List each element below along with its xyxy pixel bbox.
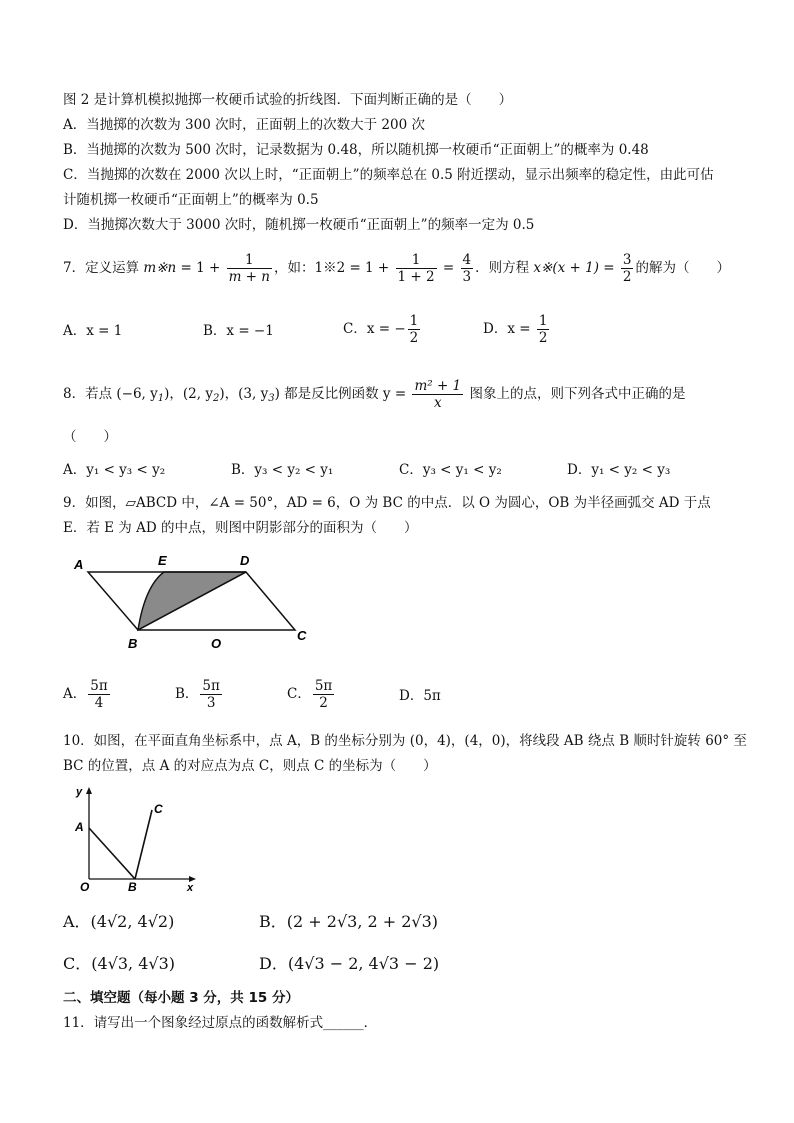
q7-equation-lhs: x※(x + 1) = (533, 260, 619, 276)
q10-stem-line2: BC 的位置，点 A 的对应点为点 C，则点 C 的坐标为（ ） (63, 758, 437, 774)
q7-option-a: A．x = 1 (63, 323, 123, 339)
q7-fraction-def-num: 1 (227, 252, 272, 269)
q7-option-d-num: 1 (538, 313, 548, 329)
q10-stem-line1: 10．如图，在平面直角坐标系中，点 A，B 的坐标分别为 (0，4)，(4，0)，将线段 AB 绕点 B 顺时针旋转 60° 至 (63, 733, 747, 749)
q9-option-c-num: 5π (314, 678, 333, 694)
q9-label-c: C (297, 628, 307, 643)
q8-text-1: 8．若点 (−6, y (63, 386, 158, 402)
q7-option-d-den: 2 (538, 330, 548, 346)
q7-text-1: 7．定义运算 (63, 260, 144, 276)
q7-option-c (343, 313, 422, 346)
q8-sub-1: 1 (157, 393, 165, 404)
q7-fraction-result-num: 4 (462, 252, 472, 268)
q9-label-a: A (74, 557, 84, 572)
q9-option-b-num: 5π (202, 678, 220, 694)
q8-stem (63, 378, 685, 411)
q9-option-b-den: 3 (206, 695, 216, 711)
q9-option-b-prefix: B． (175, 686, 199, 702)
q10-segment-bc (135, 810, 152, 879)
q9-parallelogram-figure (68, 548, 318, 653)
q10-option-a: A．(4√2, 4√2) (63, 912, 175, 931)
q7-stem (63, 252, 730, 285)
q8-function-fraction (412, 378, 463, 411)
q8-option-c: C．y₃ < y₁ < y₂ (399, 462, 502, 478)
q9-option-d: D．5π (399, 688, 441, 704)
q7-option-c-den: 2 (409, 330, 419, 346)
q7-option-c-fraction (408, 313, 421, 346)
q10-option-d: D．(4√3 − 2, 4√3 − 2) (259, 954, 440, 973)
q10-coordinate-figure (68, 784, 208, 894)
q6-option-c-cont: 计随机掷一枚硬币“正面朝上”的概率为 0.5 (63, 192, 319, 208)
q7-fraction-result (461, 252, 474, 285)
q10-label-x: x (187, 882, 194, 894)
q8-answer-blank: （ ） (63, 429, 117, 445)
q7-option-c-num: 1 (409, 313, 419, 329)
section-two-heading: 二、填空题（每小题 3 分，共 15 分） (63, 990, 299, 1006)
q7-option-c-prefix: C．x = − (343, 321, 406, 337)
q9-label-e: E (158, 553, 167, 568)
q9-option-a-num: 5π (90, 678, 108, 694)
q6-option-b: B．当抛掷的次数为 500 次时，记录数据为 0.48，所以随机掷一枚硬币“正面朝上”的概率为 0.48 (63, 142, 649, 158)
q7-def-eq: = 1 + (176, 260, 225, 276)
q9-label-o: O (211, 636, 222, 651)
q8-text-5: 图象上的点，则下列各式中正确的是 (465, 386, 686, 402)
q6-option-a: A．当抛掷的次数为 300 次时，正面朝上的次数大于 200 次 (63, 117, 425, 133)
q8-sub-3: 3 (268, 393, 275, 404)
q7-fraction-result-den: 3 (462, 269, 472, 285)
q7-text-4: ．则方程 (475, 260, 534, 276)
q9-option-c (287, 678, 336, 711)
q8-text-2: )，(2, y (164, 386, 213, 402)
q8-function-den: x (433, 395, 442, 411)
q9-option-b-fraction (200, 678, 221, 711)
q7-option-d (483, 313, 551, 346)
q7-text-3: = (438, 260, 459, 276)
q8-option-b: B．y₃ < y₂ < y₁ (231, 462, 334, 478)
q10-y-axis-arrow (86, 787, 92, 794)
q7-fraction-rhs-num: 3 (622, 252, 632, 268)
q10-option-c: C．(4√3, 4√3) (63, 954, 176, 973)
q7-option-d-fraction (537, 313, 550, 346)
q7-def-lhs: m※n (143, 260, 177, 276)
q9-option-a-den: 4 (94, 695, 104, 711)
q9-option-c-fraction (313, 678, 334, 711)
q10-label-b: B (128, 880, 137, 894)
q7-fraction-example (396, 252, 437, 285)
q6-option-d: D．当抛掷次数大于 3000 次时，随机掷一枚硬币“正面朝上”的频率一定为 0.5 (63, 217, 535, 233)
q8-function-num: m² + 1 (414, 378, 462, 394)
q7-text-5: 的解为（ ） (635, 260, 730, 276)
q9-option-c-prefix: C． (287, 686, 311, 702)
q10-label-y: y (76, 786, 83, 798)
q7-fraction-def (227, 252, 272, 285)
q7-text-2: ，如：1※2 = 1 + (273, 260, 394, 276)
q11-stem: 11．请写出一个图象经过原点的函数解析式______． (63, 1015, 378, 1031)
q9-option-a (63, 678, 112, 711)
q8-text-4: ) 都是反比例函数 y = (274, 386, 411, 402)
q9-option-b (175, 678, 224, 711)
q7-fraction-rhs (621, 252, 634, 285)
q7-option-d-prefix: D．x = (483, 321, 535, 337)
q8-option-d: D．y₁ < y₂ < y₃ (567, 462, 671, 478)
q7-fraction-example-den: 1 + 2 (397, 269, 435, 285)
q7-fraction-def-den: m + n (228, 269, 270, 285)
q8-text-3: )，(3, y (219, 386, 269, 402)
q9-stem-line1: 9．如图，▱ABCD 中，∠A = 50°，AD = 6，O 为 BC 的中点．以 O 为圆心，OB 为半径画弧交 AD 于点 (63, 495, 711, 511)
q7-fraction-example-num: 1 (396, 252, 437, 269)
q7-fraction-rhs-den: 2 (622, 269, 632, 285)
q10-label-o: O (80, 880, 90, 894)
q9-label-b: B (128, 636, 138, 651)
q10-segment-ab (89, 828, 135, 879)
q9-label-d: D (240, 553, 250, 568)
q9-option-a-fraction (88, 678, 109, 711)
q8-sub-2: 2 (212, 393, 220, 404)
q10-label-a: A (75, 820, 84, 834)
q6-stem: 图 2 是计算机模拟抛掷一枚硬币试验的折线图．下面判断正确的是（ ） (63, 92, 513, 108)
q6-option-c: C．当抛掷的次数在 2000 次以上时，“正面朝上”的频率总在 0.5 附近摆动，显示出频率的稳定性，由此可估 (63, 167, 714, 183)
q10-label-c: C (154, 802, 163, 816)
q9-stem-line2: E．若 E 为 AD 的中点，则图中阴影部分的面积为（ ） (63, 520, 418, 536)
q9-option-c-den: 2 (319, 695, 328, 711)
q7-option-b: B．x = −1 (203, 323, 274, 339)
q10-option-b: B．(2 + 2√3, 2 + 2√3) (259, 912, 439, 931)
q9-option-a-prefix: A． (63, 686, 87, 702)
q8-option-a: A．y₁ < y₃ < y₂ (63, 462, 166, 478)
